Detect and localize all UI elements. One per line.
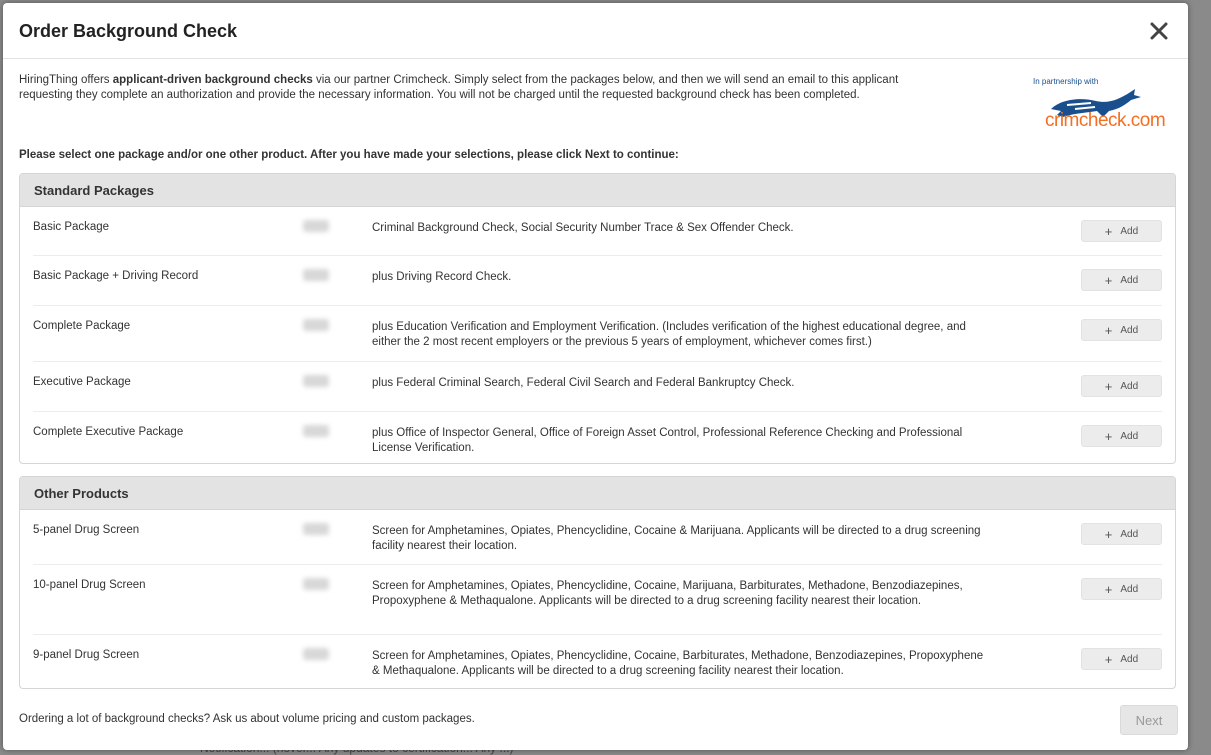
add-complete-package-button[interactable] <box>1081 319 1162 341</box>
plus-icon: + <box>1104 651 1113 667</box>
plus-icon: + <box>1104 526 1113 542</box>
volume-pricing-note: Ordering a lot of background checks? Ask us about volume pricing and custom packages. <box>19 713 475 725</box>
package-price-redacted <box>303 375 329 387</box>
intro-rest: via our partner Crimcheck. Simply select from the packages below, and then we will send an email to this applicant requesting they complete an authorization and provide the necessary information. You will not be charged until the requested background check has been completed. <box>19 74 899 101</box>
add-5-panel-drug-screen-button[interactable] <box>1081 523 1162 545</box>
add-label: Add <box>1120 528 1139 540</box>
package-name: Complete Executive Package <box>33 426 184 438</box>
selection-instructions: Please select one package and/or one other product. After you have made your selections, please click Next to continue: <box>19 149 679 161</box>
intro-prefix: HiringThing offers <box>19 74 113 86</box>
add-10-panel-drug-screen-button[interactable] <box>1081 578 1162 600</box>
add-label: Add <box>1120 653 1139 665</box>
package-description: plus Federal Criminal Search, Federal Civil Search and Federal Bankruptcy Check. <box>372 377 795 389</box>
product-description: Screen for Amphetamines, Opiates, Phencyclidine, Cocaine, Marijuana, Barbiturates, Methadone, Benzodiazepines, Propoxyphene & Methaqualone. Applicants will be directed to a drug screening facility nearest their location. <box>372 580 963 607</box>
add-executive-package-button[interactable] <box>1081 375 1162 397</box>
add-label: Add <box>1120 583 1139 595</box>
section-title: Standard Packages <box>34 183 154 198</box>
plus-icon: + <box>1104 272 1113 288</box>
intro-bold: applicant-driven background checks <box>112 74 313 86</box>
product-price-redacted <box>303 648 329 660</box>
package-description: Criminal Background Check, Social Security Number Trace & Sex Offender Check. <box>372 222 794 234</box>
add-basic-driving-package-button[interactable] <box>1081 269 1162 291</box>
plus-icon: + <box>1104 378 1113 394</box>
product-row-10-panel <box>33 565 1162 635</box>
package-price-redacted <box>303 425 329 437</box>
package-description: plus Driving Record Check. <box>372 271 512 283</box>
plus-icon: + <box>1104 322 1113 338</box>
product-price-redacted <box>303 523 329 535</box>
package-row-executive <box>33 362 1162 412</box>
intro-text <box>19 73 939 102</box>
package-name: Executive Package <box>33 376 131 388</box>
plus-icon: + <box>1104 581 1113 597</box>
modal-header <box>3 3 1188 59</box>
add-label: Add <box>1120 380 1139 392</box>
crimcheck-logo <box>1031 75 1171 135</box>
plus-icon: + <box>1104 223 1113 239</box>
next-button[interactable]: Next <box>1120 705 1178 735</box>
package-price-redacted <box>303 220 329 232</box>
logo-wordmark: crimcheck.com <box>1045 110 1166 131</box>
add-label: Add <box>1120 324 1139 336</box>
add-label: Add <box>1120 430 1139 442</box>
package-name: Complete Package <box>33 320 131 332</box>
package-description: plus Education Verification and Employment Verification. (Includes verification of the highest educational degree, and either the 2 most recent employers or the previous 5 years of employment, whichever comes first.) <box>372 321 966 348</box>
product-name: 9-panel Drug Screen <box>33 649 140 661</box>
package-description: plus Office of Inspector General, Office of Foreign Asset Control, Professional Reference Checking and Professional License Verification. <box>372 427 963 454</box>
add-9-panel-drug-screen-button[interactable] <box>1081 648 1162 670</box>
order-background-check-modal <box>3 3 1188 750</box>
modal-title: Order Background Check <box>19 21 238 41</box>
product-price-redacted <box>303 578 329 590</box>
package-row-complete <box>33 306 1162 362</box>
product-description: Screen for Amphetamines, Opiates, Phencyclidine, Cocaine, Barbiturates, Methadone, Benzodiazepines, Propoxyphene & Methaqualone. Applicants will be directed to a drug screening facility nearest their location. <box>372 650 984 677</box>
product-description: Screen for Amphetamines, Opiates, Phencyclidine, Cocaine & Marijuana. Applicants will be directed to a drug screening facility nearest their location. <box>372 525 981 552</box>
add-label: Add <box>1120 274 1139 286</box>
product-name: 5-panel Drug Screen <box>33 524 140 536</box>
product-name: 10-panel Drug Screen <box>33 579 146 591</box>
section-title: Other Products <box>34 486 129 501</box>
package-row-basic <box>33 207 1162 256</box>
section-header <box>20 174 1175 207</box>
package-price-redacted <box>303 269 329 281</box>
close-button[interactable] <box>1146 15 1172 45</box>
product-row-5-panel <box>33 510 1162 565</box>
logo-partnership-text: In partnership with <box>1033 77 1099 86</box>
package-name: Basic Package <box>33 221 110 233</box>
close-icon <box>1146 15 1172 45</box>
standard-packages-section <box>19 173 1176 464</box>
package-row-basic-driving <box>33 256 1162 306</box>
other-products-section <box>19 476 1176 689</box>
package-price-redacted <box>303 319 329 331</box>
package-name: Basic Package + Driving Record <box>33 270 199 282</box>
section-header <box>20 477 1175 510</box>
add-label: Add <box>1120 225 1139 237</box>
plus-icon: + <box>1104 428 1113 444</box>
add-basic-package-button[interactable] <box>1081 220 1162 242</box>
package-row-complete-executive <box>33 412 1162 464</box>
add-complete-executive-package-button[interactable] <box>1081 425 1162 447</box>
product-row-9-panel <box>33 635 1162 689</box>
